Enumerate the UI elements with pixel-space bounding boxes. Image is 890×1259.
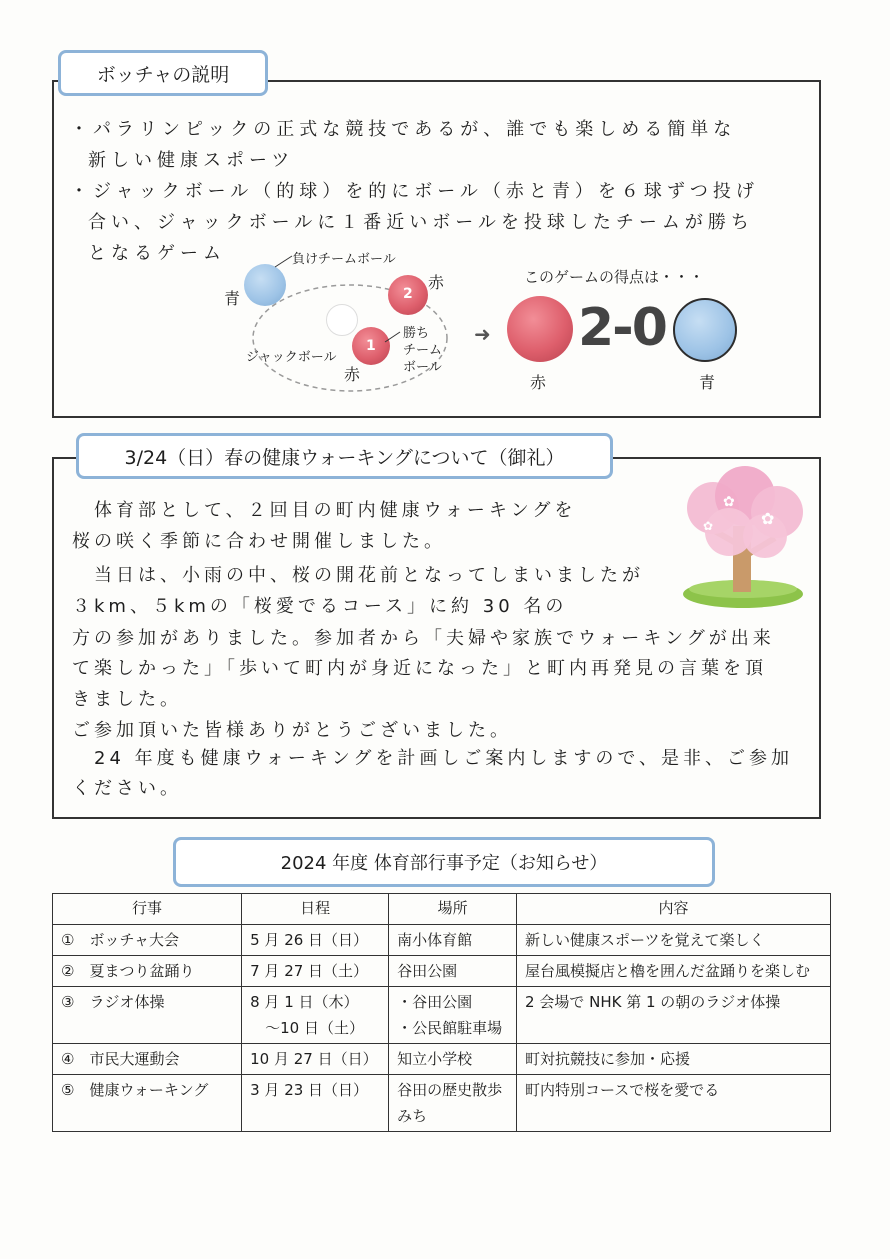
place-line: ・谷田公園 [397, 993, 473, 1011]
cell-event: ① ボッチャ大会 [53, 925, 242, 956]
cell-content: 新しい健康スポーツを覚えて楽しく [517, 925, 831, 956]
tree-icon [673, 466, 813, 616]
place-line: みち [397, 1107, 428, 1125]
date-line: 7 月 27 日（土） [250, 962, 369, 980]
boccia-section-title: ボッチャの説明 [58, 50, 268, 96]
cell-event: ④ 市民大運動会 [53, 1044, 242, 1075]
boccia-bullet-line: 合い、ジャックボールに１番近いボールを投球したチームが勝ち [88, 212, 754, 233]
svg-text:✿: ✿ [723, 494, 735, 510]
header-place: 場所 [389, 894, 517, 925]
schedule-table [52, 893, 831, 1132]
arrow-icon: ➜ [474, 322, 491, 346]
place-line: ・公民館駐車場 [397, 1019, 503, 1037]
cell-place [389, 1044, 517, 1075]
losing-pointer-line [274, 254, 294, 268]
cell-date [242, 987, 389, 1044]
cell-place [389, 956, 517, 987]
header-content: 内容 [517, 894, 831, 925]
schedule-section-title: 2024 年度 体育部行事予定（お知らせ） [173, 837, 715, 887]
cell-event: ③ ラジオ体操 [53, 987, 242, 1044]
sakura-tree-illustration [673, 466, 813, 616]
cell-content: 町対抗競技に参加・応援 [517, 1044, 831, 1075]
label-red-top: 赤 [428, 273, 445, 292]
boccia-bullet-line: となるゲーム [88, 243, 226, 264]
walking-line: ３km、５kmの「桜愛でるコース」に約 30 名の [72, 596, 568, 617]
walking-line: きました。 [72, 689, 182, 710]
ball-number-1: 1 [366, 338, 376, 354]
winning-pointer-line [384, 330, 402, 344]
walking-line: ください。 [72, 778, 182, 799]
jack-ball [326, 304, 358, 336]
label-jack-ball: ジャックボール [246, 350, 337, 365]
walking-section-title: 3/24（日）春の健康ウォーキングについて（御礼） [76, 433, 613, 479]
score-caption: このゲームの得点は・・・ [524, 268, 705, 286]
place-line: 谷田公園 [397, 962, 458, 980]
table-row [53, 1075, 831, 1132]
walking-line: 24 年度も健康ウォーキングを計画しご案内しますので、是非、ご参加 [72, 748, 794, 769]
header-date: 日程 [242, 894, 389, 925]
cell-event: ⑤ 健康ウォーキング [53, 1075, 242, 1132]
label-winning-1: 勝ち [403, 326, 430, 341]
cell-content: 屋台風模擬店と櫓を囲んだ盆踊りを楽しむ [517, 956, 831, 987]
header-event: 行事 [53, 894, 242, 925]
score-blue-ball [673, 298, 737, 362]
table-row [53, 925, 831, 956]
score-label-red: 赤 [530, 373, 547, 392]
walking-line: 桜の咲く季節に合わせ開催しました。 [72, 531, 446, 552]
cell-date [242, 925, 389, 956]
cell-place [389, 925, 517, 956]
schedule-header-row [53, 894, 831, 925]
svg-text:✿: ✿ [703, 519, 714, 533]
boccia-bullet-line: ・パラリンピックの正式な競技であるが、誰でも楽しめる簡単な [70, 119, 737, 140]
svg-text:✿: ✿ [761, 509, 775, 528]
label-red-bottom: 赤 [344, 365, 361, 384]
boccia-bullet-line: ・ジャックボール（的球）を的にボール（赤と青）を６球ずつ投げ [70, 181, 759, 202]
cell-content: 2 会場で NHK 第 1 の朝のラジオ体操 [517, 987, 831, 1044]
score-value: 2-0 [578, 298, 666, 358]
score-red-ball [507, 296, 573, 362]
place-line: 知立小学校 [397, 1050, 473, 1068]
walking-line: て楽しかった」「歩いて町内が身近になった」と町内再発見の言葉を頂 [72, 658, 767, 679]
date-line: 5 月 26 日（日） [250, 931, 369, 949]
cell-place [389, 1075, 517, 1132]
place-line: 谷田の歴史散歩 [397, 1081, 503, 1099]
boccia-bullet-line: 新しい健康スポーツ [88, 150, 295, 171]
walking-line: 方の参加がありました。参加者から「夫婦や家族でウォーキングが出来 [72, 628, 775, 649]
date-line: 3 月 23 日（日） [250, 1081, 369, 1099]
label-winning-3: ボール [403, 360, 442, 375]
label-blue-left: 青 [224, 289, 241, 308]
table-row [53, 1044, 831, 1075]
walking-line: 当日は、小雨の中、桜の開花前となってしまいましたが [72, 565, 644, 586]
cell-content: 町内特別コースで桜を愛でる [517, 1075, 831, 1132]
score-label-blue: 青 [699, 373, 716, 392]
label-winning-2: チーム [403, 343, 443, 358]
cell-event: ② 夏まつり盆踊り [53, 956, 242, 987]
table-row [53, 956, 831, 987]
cell-place [389, 987, 517, 1044]
cell-date [242, 1075, 389, 1132]
table-row [53, 987, 831, 1044]
walking-line: ご参加頂いた皆様ありがとうございました。 [72, 720, 512, 741]
date-line: ～10 日（土） [250, 1019, 364, 1037]
cell-date [242, 1044, 389, 1075]
date-line: 10 月 27 日（日） [250, 1050, 378, 1068]
date-line: 8 月 1 日（木） [250, 993, 359, 1011]
ball-number-2: 2 [403, 286, 413, 302]
cell-date [242, 956, 389, 987]
walking-line: 体育部として、２回目の町内健康ウォーキングを [72, 500, 577, 521]
blue-ball-losing [244, 264, 286, 306]
label-losing-team-ball: 負けチームボール [292, 252, 396, 267]
place-line: 南小体育館 [397, 931, 473, 949]
